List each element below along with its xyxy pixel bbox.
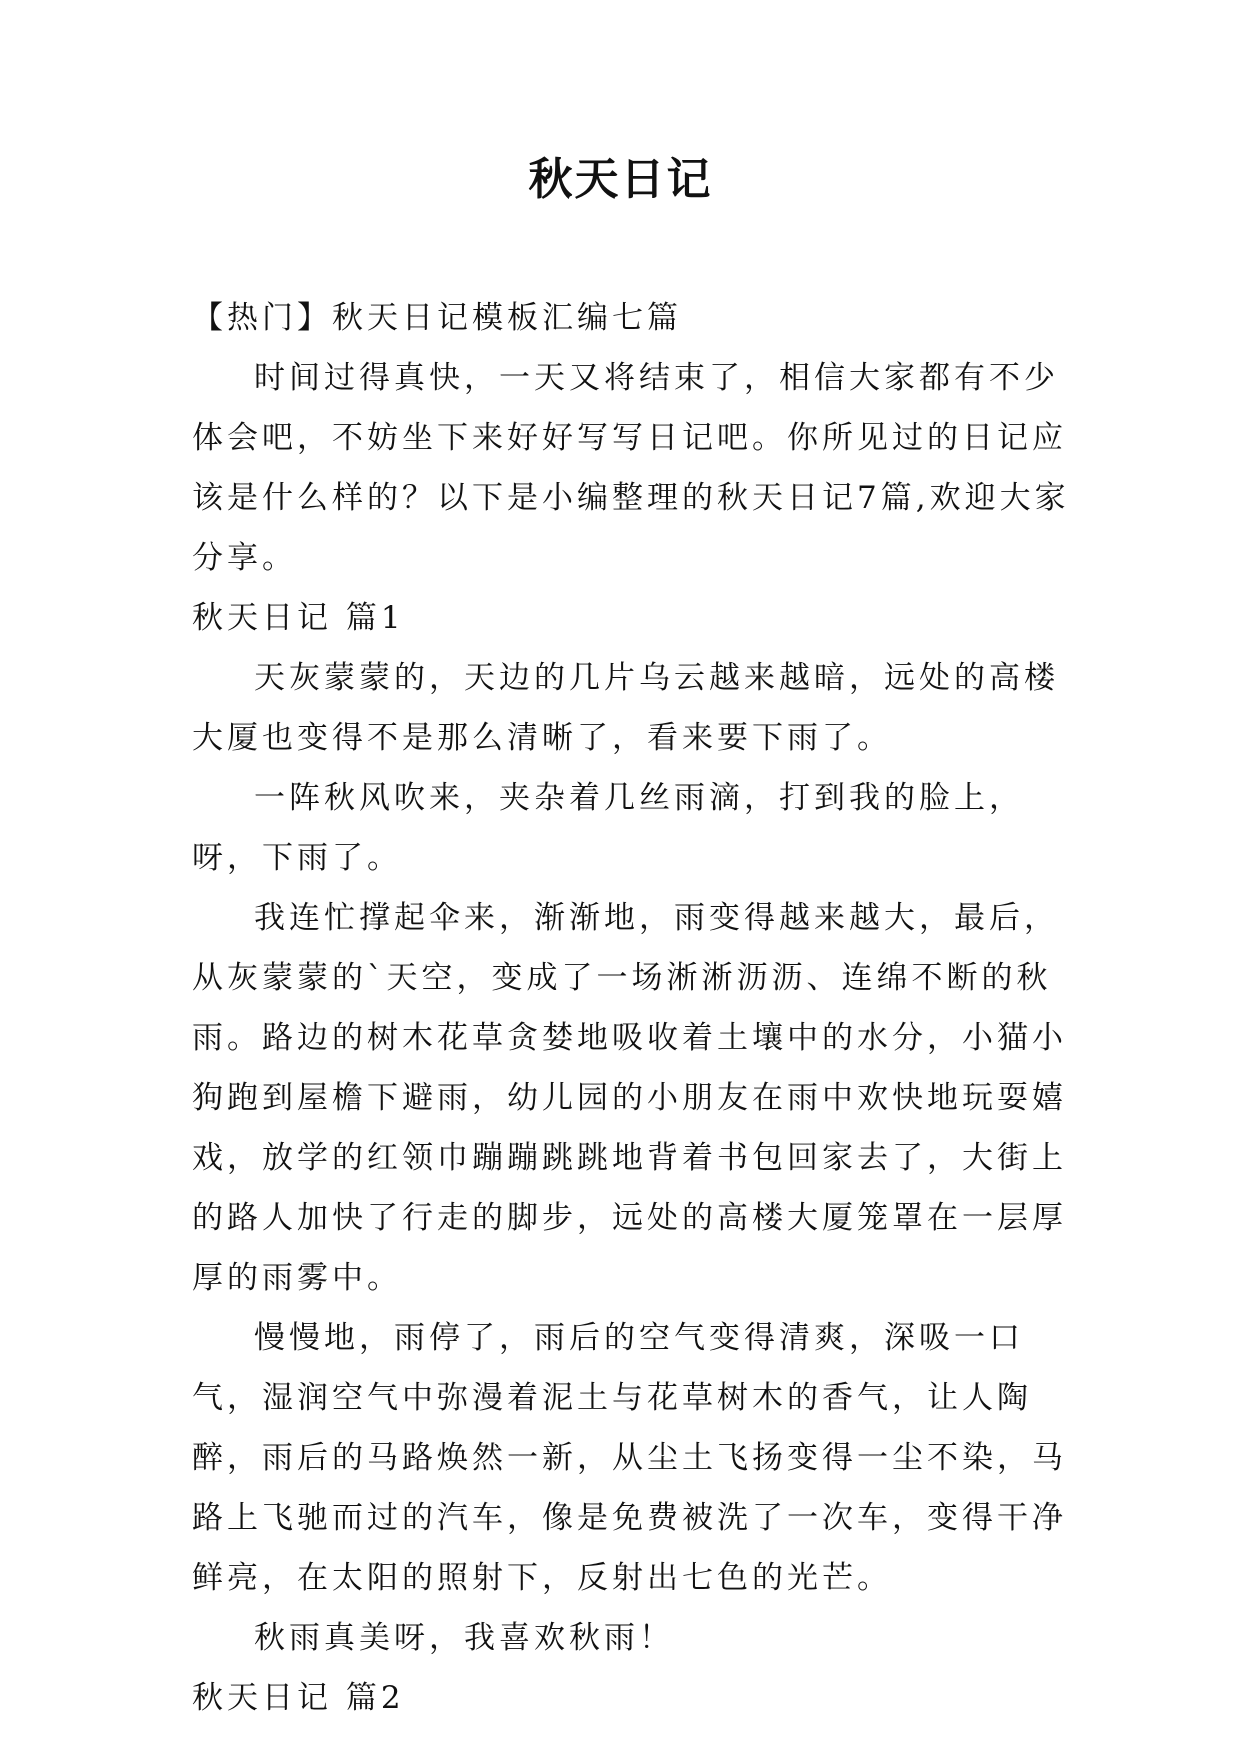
section-heading-1: 秋天日记 篇1 [192, 600, 405, 636]
document-subtitle: 【热门】秋天日记模板汇编七篇 [192, 300, 682, 336]
document-body [192, 288, 1072, 1728]
body-paragraph: 天灰蒙蒙的，天边的几片乌云越来越暗，远处的高楼大厦也变得不是那么清晰了，看来要下雨了。 [192, 660, 1059, 756]
body-paragraph: 慢慢地，雨停了，雨后的空气变得清爽，深吸一口气，湿润空气中弥漫着泥土与花草树木的香气，让人陶醉，雨后的马路焕然一新，从尘土飞扬变得一尘不染，马路上飞驰而过的汽车，像是免费被洗了一次车，变得干净鲜亮，在太阳的照射下，反射出七色的光芒。 [192, 1320, 1067, 1596]
body-paragraph: 我连忙撑起伞来，渐渐地，雨变得越来越大，最后，从灰蒙蒙的`天空，变成了一场淅淅沥沥、连绵不断的秋雨。路边的树木花草贪婪地吸收着土壤中的水分，小猫小狗跑到屋檐下避雨，幼儿园的小朋友在雨中欢快地玩耍嬉戏，放学的红领巾蹦蹦跳跳地背着书包回家去了，大街上的路人加快了行走的脚步，远处的高楼大厦笼罩在一层厚厚的雨雾中。 [192, 900, 1067, 1296]
body-paragraph: 秋雨真美呀，我喜欢秋雨！ [254, 1620, 674, 1656]
section-heading-2: 秋天日记 篇2 [192, 1680, 405, 1716]
document-title: 秋天日记 [528, 154, 713, 205]
body-paragraph: 一阵秋风吹来，夹杂着几丝雨滴，打到我的脸上，呀，下雨了。 [192, 780, 1024, 876]
intro-paragraph: 时间过得真快，一天又将结束了，相信大家都有不少体会吧，不妨坐下来好好写写日记吧。你所见过的日记应该是什么样的？以下是小编整理的秋天日记7篇,欢迎大家分享。 [192, 360, 1070, 576]
